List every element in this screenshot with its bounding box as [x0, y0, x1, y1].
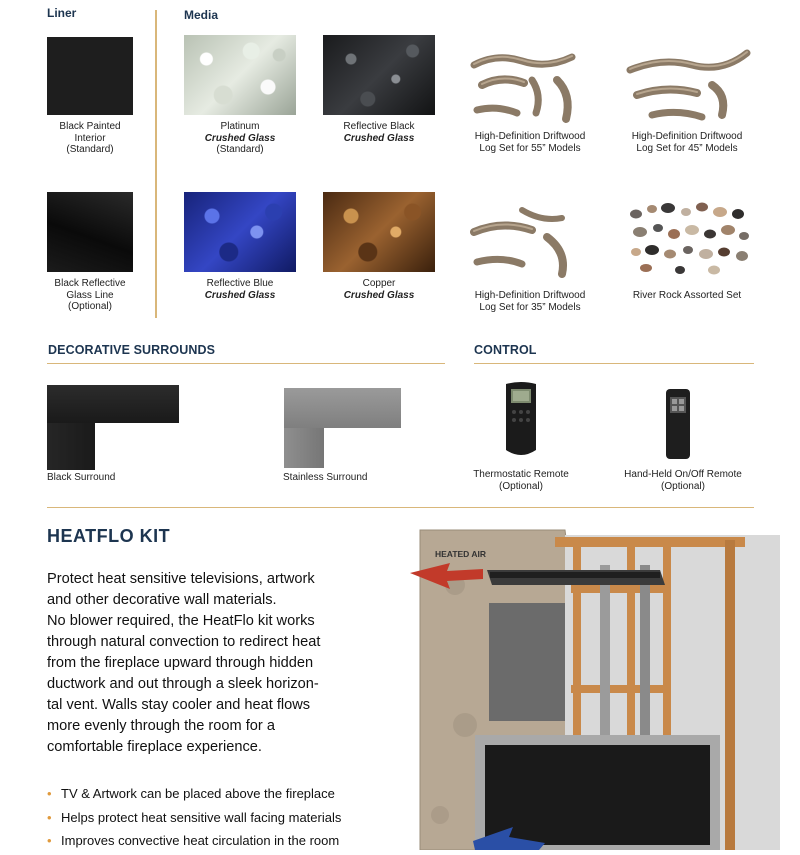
black-reflective-swatch — [47, 192, 133, 272]
liner-header: Liner — [47, 6, 77, 20]
body-line: from the fireplace upward through hidden — [47, 655, 314, 671]
list-item — [47, 829, 392, 853]
caption-line: Log Set for 45” Models — [636, 142, 738, 154]
driftwood-55-image — [462, 35, 595, 125]
media-caption-copper — [319, 278, 439, 301]
caption-line: River Rock Assorted Set — [632, 290, 742, 301]
caption-line: (Optional) — [499, 480, 543, 492]
heated-air-label: HEATED AIR — [435, 549, 486, 559]
caption-line: Crushed Glass — [343, 132, 415, 144]
caption-line: High-Definition Driftwood — [631, 131, 743, 142]
body-line: Protect heat sensitive televisions, artwork — [47, 571, 315, 587]
caption-line: Reflective Black — [343, 121, 415, 132]
body-line: comfortable fireplace experience. — [47, 739, 262, 755]
control-caption-onoff — [615, 469, 751, 492]
media-caption-platinum — [180, 121, 300, 156]
heatflo-title: HEATFLO KIT — [47, 526, 171, 546]
onoff-remote-image — [664, 387, 692, 461]
caption-line: Log Set for 35” Models — [479, 301, 581, 313]
caption-line: Reflective Blue — [206, 278, 274, 289]
caption-line: Crushed Glass — [204, 289, 276, 301]
thermostatic-remote-image — [502, 380, 540, 460]
copper-glass-swatch — [323, 192, 435, 272]
caption-line: Hand-Held On/Off Remote — [624, 469, 742, 480]
reflective-black-glass-swatch — [323, 35, 435, 115]
reflective-blue-glass-swatch — [184, 192, 296, 272]
decorative-surrounds-header: DECORATIVE SURROUNDS — [48, 343, 216, 357]
body-line: ductwork and out through a sleek horizon- — [47, 676, 319, 692]
caption-line: Glass Line — [66, 289, 114, 301]
media-caption-river-rock — [612, 290, 762, 302]
media-header: Media — [184, 8, 219, 22]
control-header: CONTROL — [474, 343, 537, 357]
surround-caption-black: Black Surround — [47, 472, 116, 483]
list-item — [47, 806, 392, 830]
caption-line: (Standard) — [216, 144, 264, 155]
bullet-icon: • — [47, 809, 52, 825]
heatflo-diagram — [395, 525, 800, 850]
caption-line: (Standard) — [66, 144, 114, 155]
bullet-text: Helps protect heat sensitive wall facing materials — [61, 809, 342, 825]
driftwood-35-image — [462, 192, 595, 282]
river-rock-image — [622, 192, 755, 282]
bullet-icon: • — [47, 833, 52, 848]
stainless-surround-image — [284, 388, 401, 468]
body-line: No blower required, the HeatFlo kit works — [47, 613, 315, 629]
liner-caption-1 — [30, 121, 150, 156]
caption-line: Log Set for 55” Models — [479, 142, 581, 154]
section-divider — [47, 507, 754, 508]
control-divider — [474, 363, 754, 364]
body-line: tal vent. Walls stay cooler and heat flows — [47, 697, 311, 713]
caption-line: High-Definition Driftwood — [474, 290, 586, 301]
liner-caption-2 — [30, 278, 150, 313]
caption-line: Copper — [362, 278, 396, 289]
media-caption-reflective-blue — [180, 278, 300, 301]
bullet-icon: • — [47, 786, 52, 801]
liner-media-divider — [155, 10, 157, 318]
media-caption-driftwood-55 — [455, 131, 605, 154]
caption-line: Crushed Glass — [204, 132, 276, 144]
list-item — [47, 782, 392, 806]
heatflo-bullets — [47, 782, 392, 853]
caption-line: Black Painted — [59, 121, 121, 132]
platinum-glass-swatch — [184, 35, 296, 115]
body-line: and other decorative wall materials. — [47, 592, 277, 608]
bullet-text: TV & Artwork can be placed above the fireplace — [61, 786, 335, 801]
media-caption-reflective-black — [319, 121, 439, 144]
caption-line: (Optional) — [68, 301, 112, 312]
decorative-divider — [47, 363, 445, 364]
caption-line: Platinum — [220, 121, 260, 132]
caption-line: Interior — [74, 132, 106, 144]
surround-caption-stainless: Stainless Surround — [283, 472, 368, 483]
caption-line: High-Definition Driftwood — [474, 131, 586, 142]
caption-line: (Optional) — [661, 480, 705, 492]
caption-line: Thermostatic Remote — [473, 469, 569, 480]
caption-line: Crushed Glass — [343, 289, 415, 301]
caption-line: Black Reflective — [54, 278, 126, 289]
bullet-text: Improves convective heat circulation in the room — [61, 833, 340, 848]
black-painted-swatch — [47, 37, 133, 115]
black-surround-image — [47, 385, 179, 470]
media-caption-driftwood-45 — [612, 131, 762, 154]
body-line: through natural convection to redirect heat — [47, 634, 321, 650]
media-caption-driftwood-35 — [455, 290, 605, 313]
body-line: more evenly through the room for a — [47, 718, 275, 734]
driftwood-45-image — [622, 35, 755, 125]
heatflo-description — [47, 569, 392, 758]
control-caption-thermostatic — [460, 469, 582, 492]
